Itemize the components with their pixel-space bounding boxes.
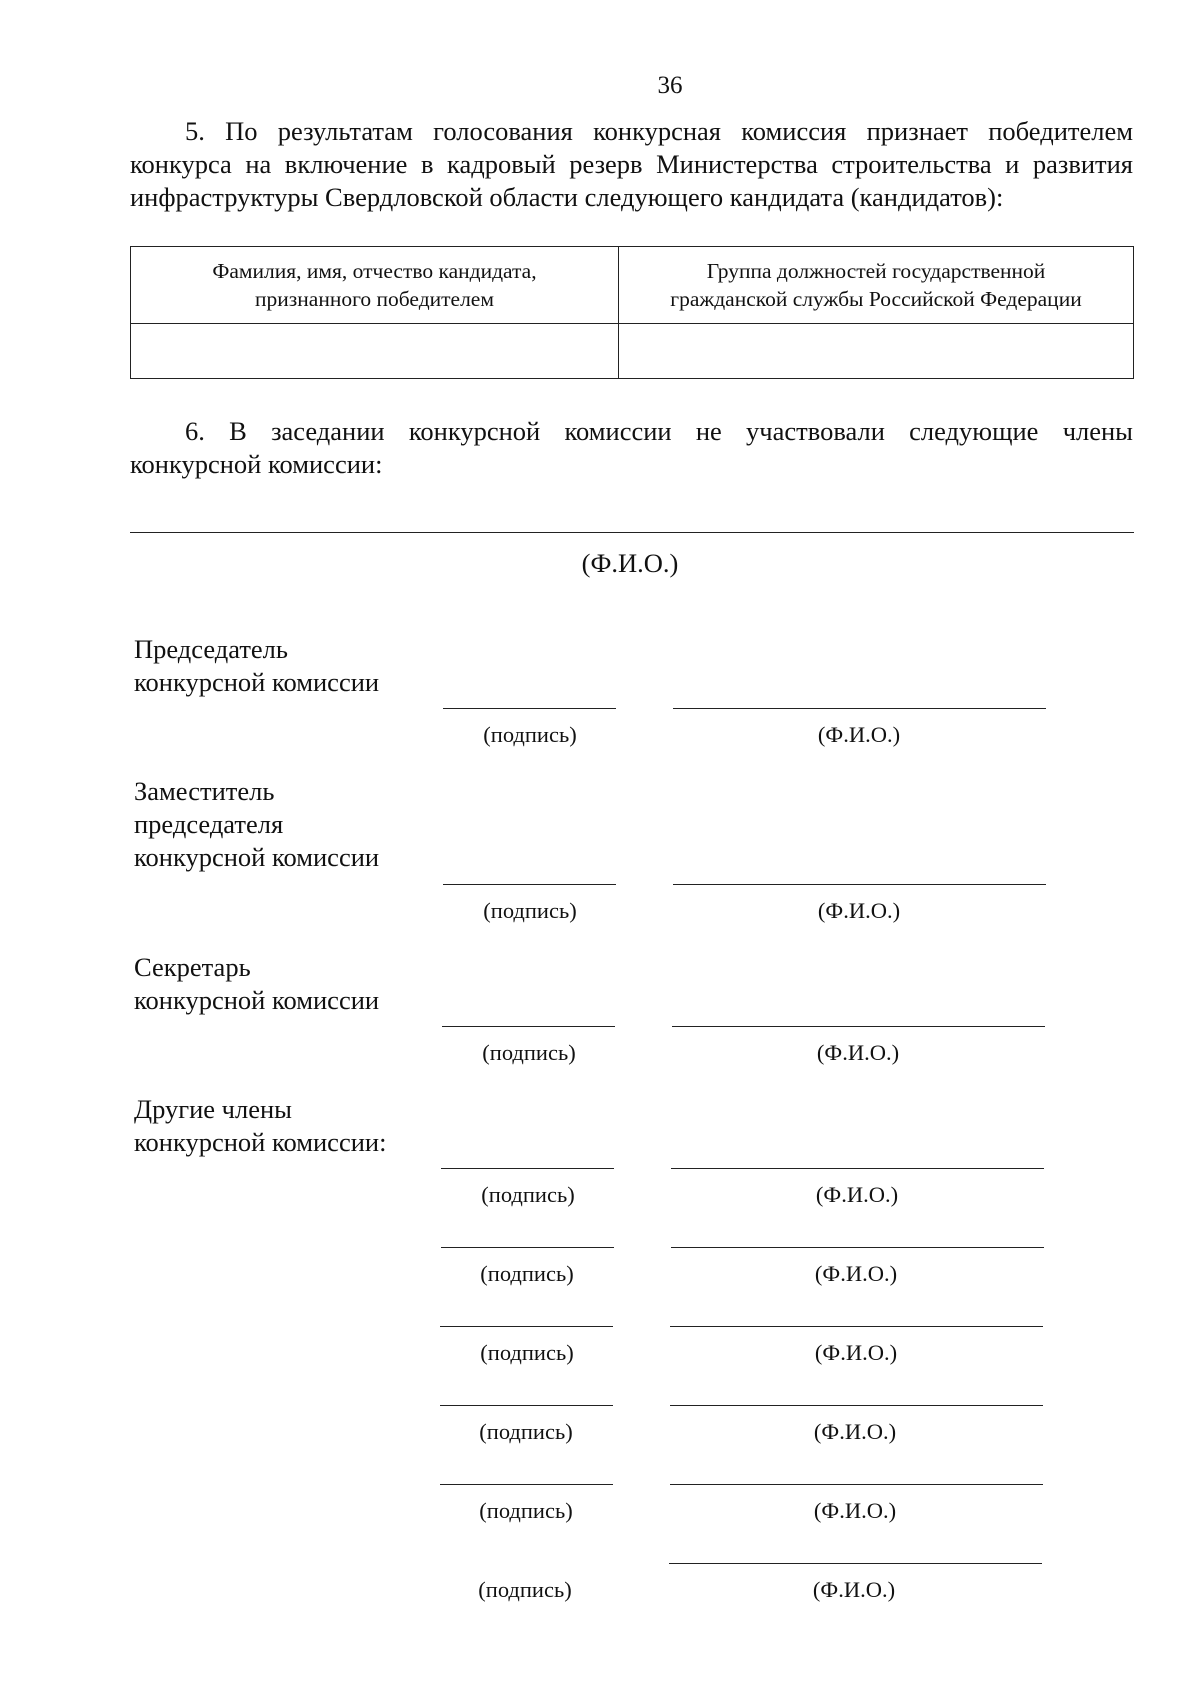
secretary-fio-line[interactable] <box>672 1026 1045 1027</box>
member-5-fio-caption: (Ф.И.О.) <box>813 1498 897 1523</box>
member-2-signature-caption: (подпись) <box>480 1261 574 1286</box>
header-text: признанного победителем <box>255 287 494 311</box>
member-3-signature-line[interactable] <box>440 1326 613 1327</box>
member-4-signature-caption: (подпись) <box>479 1419 573 1444</box>
section-5-paragraph <box>130 115 1133 214</box>
member-3-fio-caption: (Ф.И.О.) <box>814 1340 898 1365</box>
section-6-line: конкурсной комиссии: <box>130 449 383 479</box>
role-other-members-label <box>134 1093 386 1159</box>
role-chairman-label <box>134 633 379 699</box>
deputy-fio-line[interactable] <box>673 884 1046 885</box>
chairman-fio-caption: (Ф.И.О.) <box>817 722 901 747</box>
deputy-fio-caption: (Ф.И.О.) <box>817 898 901 923</box>
section-5-line: конкурса на включение в кадровый резерв Министерства строительства и развития <box>130 149 1133 179</box>
member-1-fio-line[interactable] <box>671 1168 1044 1169</box>
section-5-line: инфраструктуры Свердловской области следующего кандидата (кандидатов): <box>130 182 1004 212</box>
page-number: 36 <box>657 72 683 99</box>
member-6-signature-caption: (подпись) <box>478 1577 572 1602</box>
role-label-line: председателя <box>134 809 284 839</box>
table-header-cell-group <box>619 247 1134 324</box>
section-5-line: 5. По результатам голосования конкурсная комиссия признает победителем <box>185 116 1133 146</box>
winners-table <box>130 246 1134 379</box>
member-1-signature-caption: (подпись) <box>481 1182 575 1207</box>
secretary-signature-caption: (подпись) <box>482 1040 576 1065</box>
secretary-signature-line[interactable] <box>442 1026 615 1027</box>
member-3-signature-caption: (подпись) <box>480 1340 574 1365</box>
chairman-fio-line[interactable] <box>673 708 1046 709</box>
member-3-fio-line[interactable] <box>670 1326 1043 1327</box>
table-row <box>131 324 1134 379</box>
deputy-signature-line[interactable] <box>443 884 616 885</box>
role-deputy-label <box>134 775 379 874</box>
member-4-fio-caption: (Ф.И.О.) <box>813 1419 897 1444</box>
member-4-signature-line[interactable] <box>440 1405 613 1406</box>
section-6-paragraph <box>130 415 1133 481</box>
table-header-row <box>131 247 1134 324</box>
header-text: гражданской службы Российской Федерации <box>670 287 1082 311</box>
role-secretary-label <box>134 951 379 1017</box>
member-1-fio-caption: (Ф.И.О.) <box>815 1182 899 1207</box>
header-text: Фамилия, имя, отчество кандидата, <box>212 259 537 283</box>
member-2-fio-line[interactable] <box>671 1247 1044 1248</box>
role-label-line: конкурсной комиссии: <box>134 1127 387 1157</box>
role-label-line: конкурсной комиссии <box>134 842 380 872</box>
member-5-fio-line[interactable] <box>670 1484 1043 1485</box>
chairman-signature-line[interactable] <box>443 708 616 709</box>
absent-members-fio-caption: (Ф.И.О.) <box>581 548 679 578</box>
role-label-line: конкурсной комиссии <box>134 985 380 1015</box>
deputy-signature-caption: (подпись) <box>483 898 577 923</box>
secretary-fio-caption: (Ф.И.О.) <box>816 1040 900 1065</box>
role-label-line: Заместитель <box>134 776 275 806</box>
member-2-signature-line[interactable] <box>441 1247 614 1248</box>
section-6-line: 6. В заседании конкурсной комиссии не участвовали следующие члены <box>185 416 1133 446</box>
table-cell[interactable] <box>131 324 619 379</box>
table-header-cell-name <box>131 247 619 324</box>
absent-members-line[interactable] <box>130 532 1134 533</box>
table-cell[interactable] <box>619 324 1134 379</box>
role-label-line: Секретарь <box>134 952 251 982</box>
member-6-fio-line[interactable] <box>669 1563 1042 1564</box>
header-text: Группа должностей государственной <box>706 259 1046 283</box>
member-5-signature-line[interactable] <box>440 1484 613 1485</box>
role-label-line: конкурсной комиссии <box>134 667 380 697</box>
role-label-line: Председатель <box>134 634 288 664</box>
member-6-fio-caption: (Ф.И.О.) <box>812 1577 896 1602</box>
role-label-line: Другие члены <box>134 1094 292 1124</box>
member-1-signature-line[interactable] <box>441 1168 614 1169</box>
member-2-fio-caption: (Ф.И.О.) <box>814 1261 898 1286</box>
member-5-signature-caption: (подпись) <box>479 1498 573 1523</box>
chairman-signature-caption: (подпись) <box>483 722 577 747</box>
member-4-fio-line[interactable] <box>670 1405 1043 1406</box>
